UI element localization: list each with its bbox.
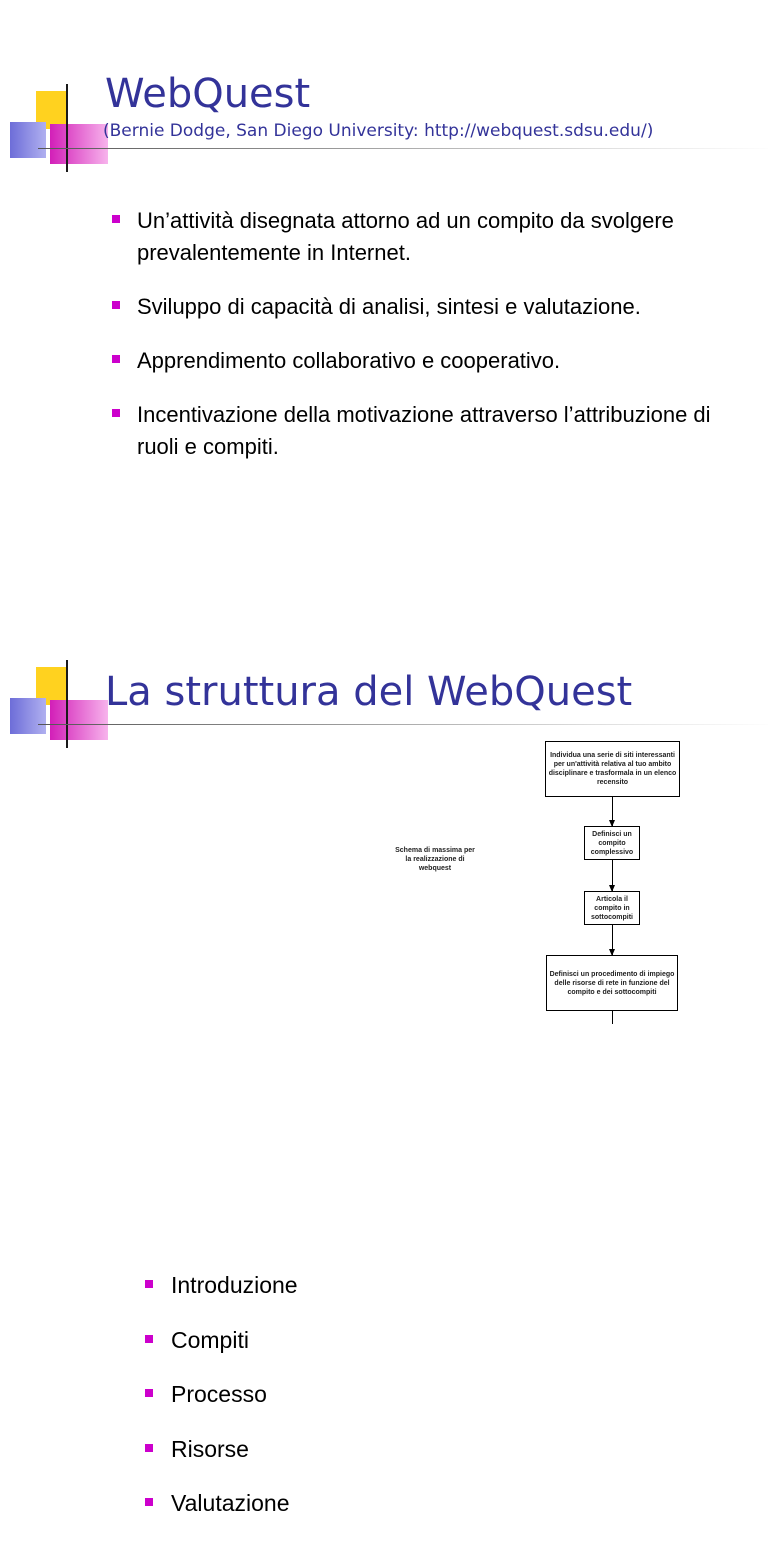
arrow-down-icon	[612, 860, 613, 891]
bullet-item	[112, 291, 752, 323]
bullet-text: Apprendimento collaborativo e cooperativo.	[137, 348, 561, 373]
bullet-item	[112, 205, 752, 269]
bullet-text: Un’attività disegnata attorno ad un compito da svolgere prevalentemente in Internet.	[137, 208, 674, 265]
arrow-down-icon	[612, 925, 613, 955]
square-bullet-icon	[112, 215, 120, 223]
arrow-down-icon	[612, 797, 613, 826]
bullet-text: Processo	[171, 1381, 267, 1407]
flowchart-step-4: Definisci un procedimento di impiego delle risorse di rete in funzione del compito e dei sottocompiti	[546, 955, 678, 1011]
bullet-item	[145, 1434, 385, 1464]
bullet-text: Valutazione	[171, 1490, 290, 1516]
bullet-text: Incentivazione della motivazione attraverso l’attribuzione di ruoli e compiti.	[137, 402, 711, 459]
square-bullet-icon	[145, 1389, 153, 1397]
slide-title: WebQuest	[105, 71, 311, 117]
flowchart-step-3: Articola il compito in sottocompiti	[584, 891, 640, 925]
square-bullet-icon	[145, 1280, 153, 1288]
decorative-squares-logo-icon	[10, 660, 110, 750]
slide-struttura	[0, 512, 768, 1516]
bullet-item	[112, 345, 752, 377]
bullet-text: Risorse	[171, 1435, 249, 1462]
square-bullet-icon	[112, 355, 120, 363]
flowchart-step-1: Individua una serie di siti interessanti per un'attività relativa al tuo ambito disciplinare e trasformala in un elenco recensito	[545, 741, 680, 797]
bullet-list	[112, 205, 752, 485]
square-bullet-icon	[112, 409, 120, 417]
subtitle-prefix: (Bernie Dodge, San Diego University:	[103, 121, 425, 141]
bullet-text: Introduzione	[171, 1272, 298, 1298]
bullet-item	[145, 1379, 385, 1409]
square-bullet-icon	[145, 1498, 153, 1506]
flowchart-connector	[612, 1011, 613, 1024]
square-bullet-icon	[112, 301, 120, 309]
bullet-item	[145, 1325, 385, 1355]
square-bullet-icon	[145, 1335, 153, 1343]
bullet-item	[112, 399, 752, 463]
bullet-text: Sviluppo di capacità di analisi, sintesi e valutazione.	[137, 294, 641, 319]
subtitle-suffix: )	[646, 121, 654, 141]
decorative-squares-logo-icon	[10, 84, 110, 174]
flowchart-caption: Schema di massima per la realizzazione di webquest	[395, 847, 475, 872]
slide-title: La struttura del WebQuest	[105, 669, 633, 715]
bullet-item	[145, 1488, 385, 1518]
flowchart-step-2: Definisci un compito complessivo	[584, 826, 640, 860]
bullet-item	[145, 1270, 385, 1300]
bullet-text: Compiti	[171, 1326, 249, 1353]
square-bullet-icon	[145, 1444, 153, 1452]
slide-subtitle	[103, 121, 653, 141]
bullet-list	[145, 1270, 385, 1543]
slide-webquest	[0, 0, 768, 512]
webquest-link[interactable]: http://webquest.sdsu.edu/	[424, 121, 647, 141]
